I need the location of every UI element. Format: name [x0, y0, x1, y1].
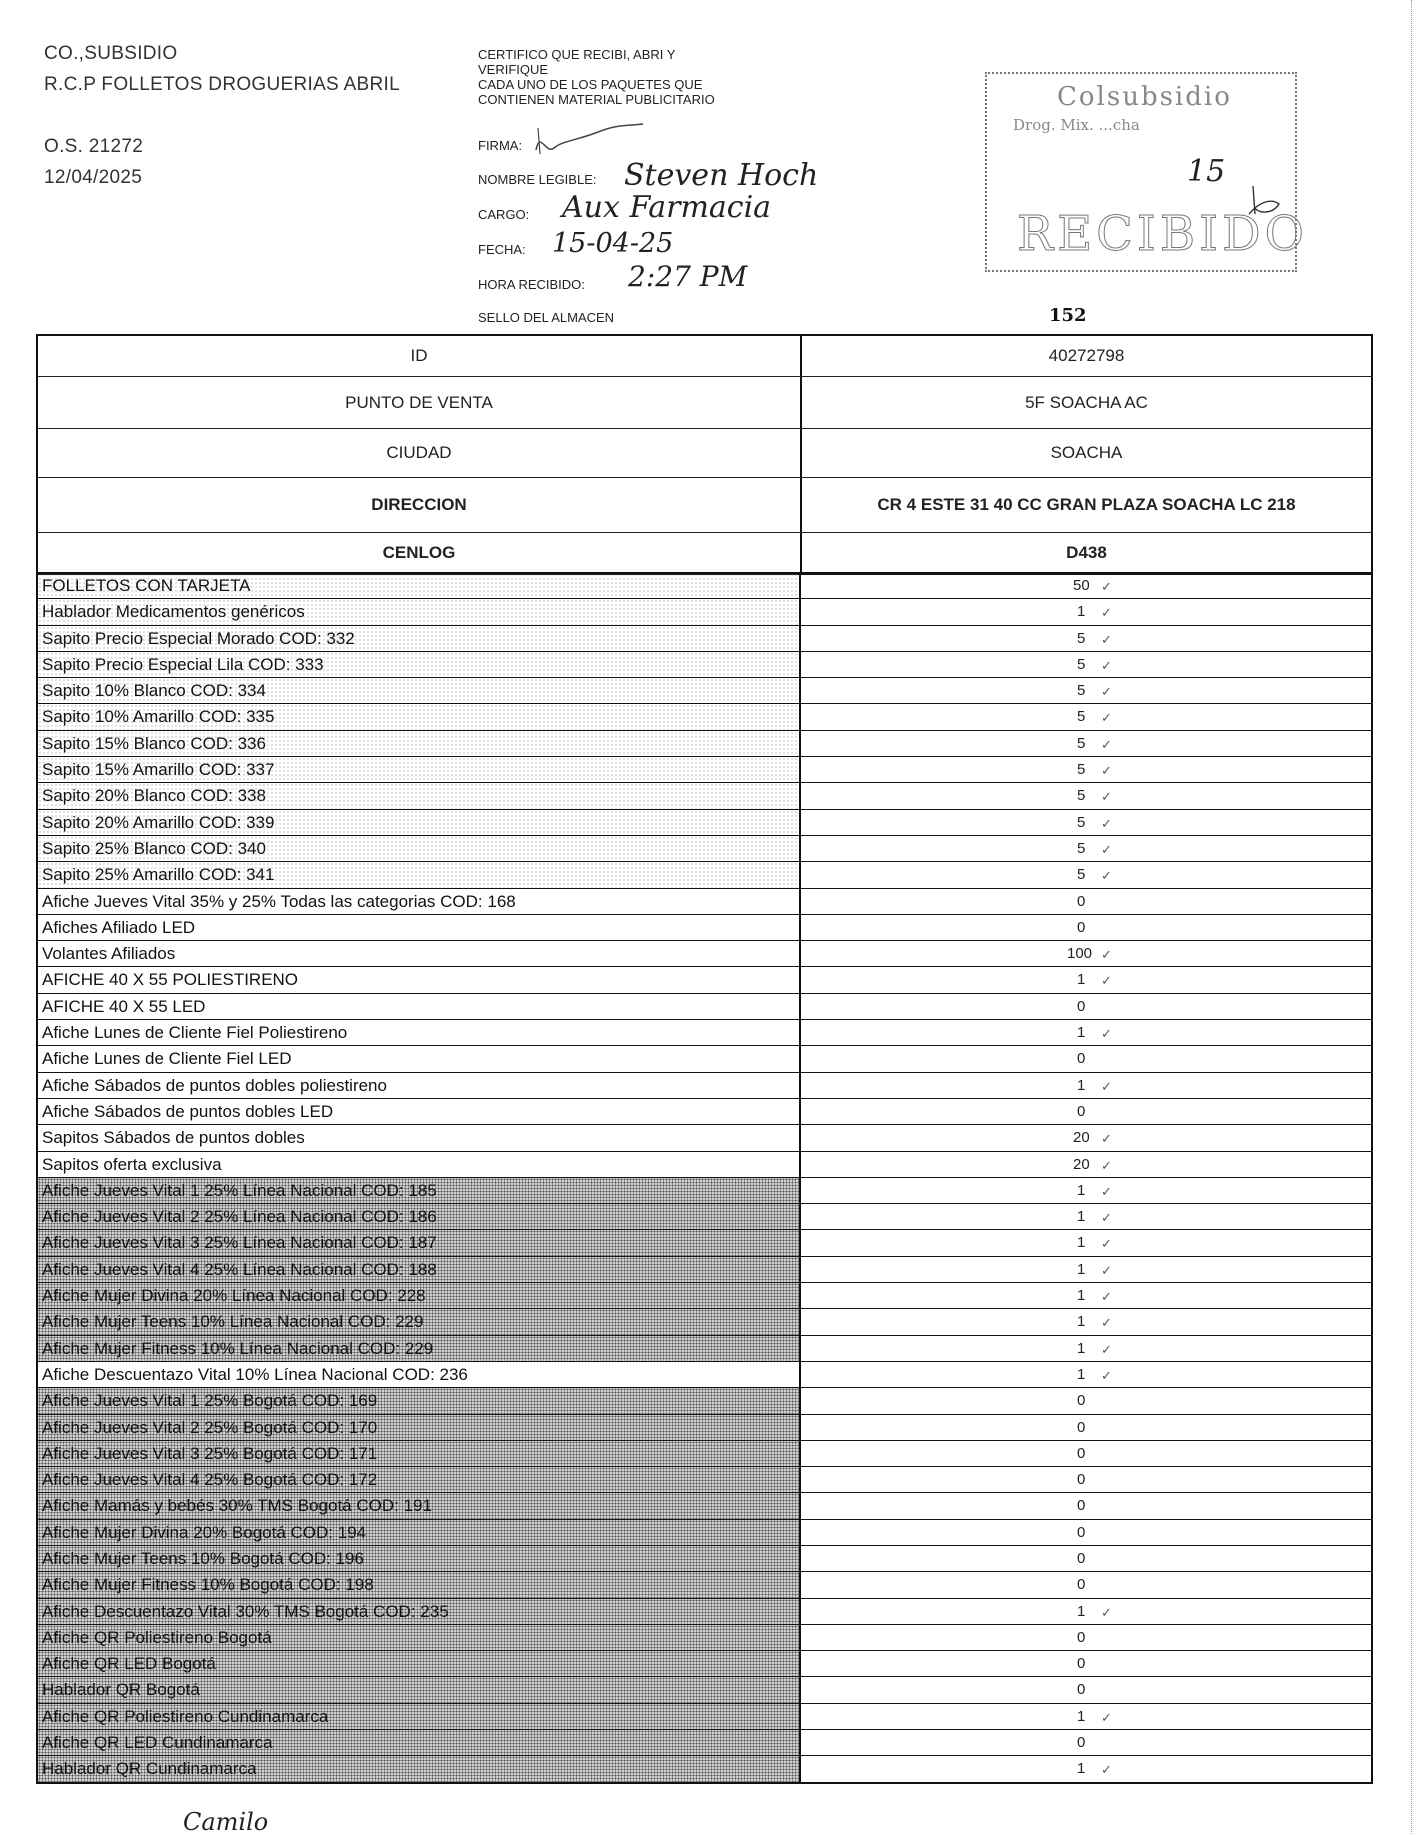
item-quantity: 1 [1077, 1707, 1086, 1725]
item-quantity: 5 [1077, 787, 1086, 805]
item-name: Sapito Precio Especial Lila COD: 333 [38, 652, 801, 677]
table-row [38, 1098, 1371, 1124]
item-name: Hablador QR Cundinamarca [38, 1756, 801, 1781]
org-name: CO.,SUBSIDIO [44, 43, 178, 64]
table-row [38, 651, 1371, 677]
item-name: Afiche Mujer Teens 10% Bogotá COD: 196 [38, 1546, 801, 1571]
table-row [38, 1624, 1371, 1650]
certificate-line: CERTIFICO QUE RECIBI, ABRI Y [478, 47, 676, 62]
table-row [38, 1466, 1371, 1492]
item-quantity: 0 [1077, 892, 1086, 910]
item-quantity: 0 [1077, 1734, 1086, 1752]
item-name: Afiche Jueves Vital 3 25% Bogotá COD: 171 [38, 1441, 801, 1466]
table-row [38, 1203, 1371, 1229]
item-quantity: 5 [1077, 655, 1086, 673]
table-row [38, 1019, 1371, 1045]
item-quantity: 5 [1077, 708, 1086, 726]
table-row [38, 1755, 1371, 1781]
item-quantity: 100 [1067, 945, 1093, 963]
item-quantity-cell [801, 626, 1371, 651]
table-row [38, 914, 1371, 940]
table-row [38, 677, 1371, 703]
item-quantity-cell [801, 652, 1371, 677]
item-quantity-cell [801, 1520, 1371, 1545]
sello-label: SELLO DEL ALMACEN [478, 310, 615, 325]
item-quantity: 1 [1077, 603, 1086, 621]
check-mark-icon: ✓ [1101, 841, 1112, 857]
item-quantity: 50 [1073, 577, 1090, 594]
item-quantity: 0 [1077, 1471, 1086, 1489]
item-name: Afiche Jueves Vital 2 25% Bogotá COD: 170 [38, 1415, 801, 1440]
item-quantity: 1 [1077, 1602, 1086, 1620]
item-quantity: 0 [1077, 1418, 1086, 1436]
item-quantity: 1 [1077, 1181, 1086, 1199]
item-quantity-cell [801, 1336, 1371, 1361]
item-quantity-cell [801, 1099, 1371, 1124]
fecha-value: 15-04-25 [552, 228, 674, 259]
table-row [38, 703, 1371, 729]
item-quantity: 1 [1077, 1260, 1086, 1278]
check-mark-icon: ✓ [1101, 579, 1112, 594]
item-name: Volantes Afiliados [38, 941, 801, 966]
info-value: D438 [1066, 543, 1107, 562]
item-quantity-cell [801, 1651, 1371, 1676]
check-mark-icon: ✓ [1101, 1262, 1112, 1278]
item-quantity: 0 [1077, 1681, 1086, 1699]
item-quantity: 1 [1077, 1313, 1086, 1331]
cargo-label: CARGO: [478, 207, 530, 222]
table-row [38, 1387, 1371, 1413]
check-mark-icon: ✓ [1101, 1709, 1112, 1725]
table-row [38, 966, 1371, 992]
item-quantity-cell [801, 836, 1371, 861]
item-name: Afiche Lunes de Cliente Fiel LED [38, 1046, 801, 1071]
table-row [38, 993, 1371, 1019]
item-quantity-cell [801, 1362, 1371, 1387]
stamp-handwritten-number: 15 [1187, 154, 1226, 189]
info-row-direccion [38, 477, 1371, 532]
check-mark-icon: ✓ [1101, 947, 1112, 963]
item-name: Afiche Jueves Vital 4 25% Línea Nacional COD: 188 [38, 1257, 801, 1282]
table-row [38, 1650, 1371, 1676]
certificate-line: CADA UNO DE LOS PAQUETES QUE [478, 77, 703, 92]
item-quantity: 0 [1077, 1444, 1086, 1462]
table-row [38, 1676, 1371, 1702]
hora-value: 2:27 PM [628, 260, 748, 293]
check-mark-icon: ✓ [1101, 973, 1112, 989]
check-mark-icon: ✓ [1101, 710, 1112, 726]
item-quantity-cell [801, 915, 1371, 940]
table-row [38, 625, 1371, 651]
table-row [38, 1282, 1371, 1308]
info-value: SOACHA [1050, 443, 1123, 462]
item-quantity-cell [801, 1677, 1371, 1702]
table-row [38, 1256, 1371, 1282]
item-quantity-cell [801, 1546, 1371, 1571]
item-quantity-cell [801, 1073, 1371, 1098]
table-row [38, 1519, 1371, 1545]
item-quantity-cell [801, 1152, 1371, 1177]
table-row [38, 598, 1371, 624]
check-mark-icon: ✓ [1101, 605, 1112, 621]
item-quantity: 0 [1077, 1392, 1086, 1410]
item-name: Afiche Descuentazo Vital 30% TMS Bogotá COD: 235 [38, 1599, 801, 1624]
item-quantity: 0 [1077, 1497, 1086, 1515]
order-date: 12/04/2025 [44, 167, 143, 188]
check-mark-icon: ✓ [1101, 1315, 1112, 1331]
table-row [38, 1229, 1371, 1255]
item-name: Afiche Jueves Vital 35% y 25% Todas las categorias COD: 168 [38, 889, 801, 914]
item-name: Afiche QR Poliestireno Bogotá [38, 1625, 801, 1650]
firma-label: FIRMA: [478, 138, 523, 153]
item-quantity-cell [801, 678, 1371, 703]
item-name: Afiche Mujer Divina 20% Bogotá COD: 194 [38, 1520, 801, 1545]
item-quantity-cell [801, 1230, 1371, 1255]
item-name: Afiche Mamás y bebés 30% TMS Bogotá COD: 191 [38, 1493, 801, 1518]
item-quantity: 1 [1077, 1024, 1086, 1042]
fecha-label: FECHA: [478, 242, 526, 257]
table-row [38, 861, 1371, 887]
info-row-punto-venta [38, 376, 1371, 428]
table-row [38, 756, 1371, 782]
item-quantity-cell [801, 1415, 1371, 1440]
info-row-id [38, 336, 1371, 376]
item-quantity-cell [801, 573, 1371, 598]
item-name: Sapito 25% Blanco COD: 340 [38, 836, 801, 861]
certificate-line: CONTIENEN MATERIAL PUBLICITARIO [478, 92, 715, 107]
item-name: Afiche Jueves Vital 3 25% Línea Nacional COD: 187 [38, 1230, 801, 1255]
table-row [38, 1545, 1371, 1571]
footer-handwriting: Camilo [183, 1808, 269, 1836]
check-mark-icon: ✓ [1101, 815, 1112, 831]
item-quantity-cell [801, 941, 1371, 966]
table-row [38, 835, 1371, 861]
item-quantity-cell [801, 1441, 1371, 1466]
item-quantity: 5 [1077, 839, 1086, 857]
item-quantity: 1 [1077, 1208, 1086, 1226]
item-quantity: 0 [1077, 1050, 1086, 1068]
table-row [38, 1571, 1371, 1597]
table-row [38, 1414, 1371, 1440]
item-name: Afiche Lunes de Cliente Fiel Poliestireno [38, 1020, 801, 1045]
info-key: DIRECCION [38, 478, 802, 532]
item-quantity: 0 [1077, 1549, 1086, 1567]
check-mark-icon: ✓ [1101, 1078, 1112, 1094]
item-name: Sapito 15% Amarillo COD: 337 [38, 757, 801, 782]
item-quantity: 5 [1077, 682, 1086, 700]
item-quantity-cell [801, 1257, 1371, 1282]
item-quantity: 1 [1077, 971, 1086, 989]
item-name: AFICHE 40 X 55 LED [38, 994, 801, 1019]
item-quantity-cell [801, 757, 1371, 782]
table-row [38, 1335, 1371, 1361]
item-name: Afiche Sábados de puntos dobles LED [38, 1099, 801, 1124]
item-quantity: 1 [1077, 1760, 1086, 1778]
table-row [38, 809, 1371, 835]
item-name: Sapito 15% Blanco COD: 336 [38, 731, 801, 756]
item-quantity-cell [801, 1178, 1371, 1203]
item-quantity: 0 [1077, 1655, 1086, 1673]
check-mark-icon: ✓ [1101, 1026, 1112, 1042]
table-row [38, 782, 1371, 808]
item-quantity: 0 [1077, 1523, 1086, 1541]
item-quantity-cell [801, 783, 1371, 808]
item-quantity-cell [801, 1046, 1371, 1071]
item-quantity: 1 [1077, 1287, 1086, 1305]
info-value: 40272798 [1048, 346, 1125, 365]
certificate-line: VERIFIQUE [478, 62, 549, 77]
item-name: Afiche QR Poliestireno Cundinamarca [38, 1704, 801, 1729]
item-quantity-cell [801, 967, 1371, 992]
item-quantity-cell [801, 1756, 1371, 1781]
check-mark-icon: ✓ [1101, 1367, 1112, 1383]
table-row [38, 1308, 1371, 1334]
item-quantity-cell [801, 1493, 1371, 1518]
item-quantity-cell [801, 1204, 1371, 1229]
item-quantity: 20 [1073, 1129, 1090, 1147]
info-key: PUNTO DE VENTA [38, 377, 802, 428]
item-quantity-cell [801, 731, 1371, 756]
item-quantity: 5 [1077, 866, 1086, 884]
item-name: Afiche QR LED Cundinamarca [38, 1730, 801, 1755]
table-row [38, 888, 1371, 914]
page-number: 152 [1049, 305, 1087, 326]
table-row [38, 1045, 1371, 1071]
cargo-value: Aux Farmacia [562, 190, 772, 225]
item-quantity-cell [801, 1020, 1371, 1045]
check-mark-icon: ✓ [1101, 1236, 1112, 1252]
item-name: Sapito 10% Amarillo COD: 335 [38, 704, 801, 729]
item-quantity: 20 [1073, 1155, 1090, 1173]
check-mark-icon: ✓ [1101, 657, 1112, 673]
item-name: Sapito 20% Amarillo COD: 339 [38, 810, 801, 835]
item-name: Afiches Afiliado LED [38, 915, 801, 940]
check-mark-icon: ✓ [1101, 1210, 1112, 1226]
check-mark-icon: ✓ [1101, 1131, 1112, 1147]
info-value: 5F SOACHA AC [1025, 392, 1148, 412]
check-mark-icon: ✓ [1101, 1183, 1112, 1199]
item-quantity-cell [801, 1704, 1371, 1729]
info-key: CENLOG [38, 533, 802, 573]
item-quantity-cell [801, 1283, 1371, 1308]
check-mark-icon: ✓ [1101, 631, 1112, 647]
item-quantity: 0 [1077, 1628, 1086, 1646]
item-name: Sapito 10% Blanco COD: 334 [38, 678, 801, 703]
item-name: Sapito Precio Especial Morado COD: 332 [38, 626, 801, 651]
item-quantity-cell [801, 810, 1371, 835]
check-mark-icon: ✓ [1101, 789, 1112, 805]
item-quantity: 0 [1077, 1102, 1086, 1120]
table-row [38, 1151, 1371, 1177]
check-mark-icon: ✓ [1101, 1157, 1112, 1173]
certificate-text [478, 47, 715, 107]
campaign-title: R.C.P FOLLETOS DROGUERIAS ABRIL [44, 74, 400, 95]
item-name: Sapito 20% Blanco COD: 338 [38, 783, 801, 808]
scan-edge-line [1411, 0, 1412, 1834]
item-quantity-cell [801, 1467, 1371, 1492]
item-quantity-cell [801, 1388, 1371, 1413]
stamp-logo: Colsubsidio [1057, 82, 1232, 112]
nombre-value: Steven Hoch [624, 158, 819, 193]
item-name: Afiche Mujer Fitness 10% Línea Nacional COD: 229 [38, 1336, 801, 1361]
info-key: ID [38, 336, 802, 376]
item-quantity-cell [801, 599, 1371, 624]
item-name: Afiche Jueves Vital 1 25% Bogotá COD: 169 [38, 1388, 801, 1413]
item-quantity-cell [801, 994, 1371, 1019]
item-name: FOLLETOS CON TARJETA [38, 573, 801, 598]
item-quantity-cell [801, 1599, 1371, 1624]
item-quantity: 1 [1077, 1076, 1086, 1094]
item-quantity: 1 [1077, 1365, 1086, 1383]
item-quantity: 1 [1077, 1234, 1086, 1252]
table-row [38, 1703, 1371, 1729]
item-quantity-cell [801, 1625, 1371, 1650]
materials-table [36, 572, 1373, 1784]
store-info-table [36, 334, 1373, 575]
table-row [38, 1072, 1371, 1098]
item-quantity-cell [801, 889, 1371, 914]
item-quantity: 0 [1077, 918, 1086, 936]
item-quantity: 0 [1077, 997, 1086, 1015]
check-mark-icon: ✓ [1101, 736, 1112, 752]
item-quantity: 1 [1077, 1339, 1086, 1357]
item-name: Hablador Medicamentos genéricos [38, 599, 801, 624]
item-quantity: 5 [1077, 761, 1086, 779]
info-row-ciudad [38, 428, 1371, 477]
item-quantity: 5 [1077, 629, 1086, 647]
check-mark-icon: ✓ [1101, 1289, 1112, 1305]
item-name: Sapitos oferta exclusiva [38, 1152, 801, 1177]
item-quantity-cell [801, 1309, 1371, 1334]
table-row [38, 1177, 1371, 1203]
hora-label: HORA RECIBIDO: [478, 277, 585, 292]
item-name: Afiche Mujer Divina 20% Línea Nacional COD: 228 [38, 1283, 801, 1308]
received-stamp [985, 72, 1308, 272]
table-row [38, 1124, 1371, 1150]
stamp-recibido: RECIBIDO [1017, 206, 1308, 262]
item-name: Afiche Jueves Vital 2 25% Línea Nacional COD: 186 [38, 1204, 801, 1229]
table-row [38, 1598, 1371, 1624]
item-quantity-cell [801, 862, 1371, 887]
table-row [38, 1440, 1371, 1466]
check-mark-icon: ✓ [1101, 1341, 1112, 1357]
item-quantity-cell [801, 1125, 1371, 1150]
nombre-label: NOMBRE LEGIBLE: [478, 172, 597, 187]
item-name: Afiche QR LED Bogotá [38, 1651, 801, 1676]
signature-mark [528, 120, 648, 160]
check-mark-icon: ✓ [1101, 763, 1112, 779]
stamp-initials [1245, 184, 1285, 224]
item-name: Afiche Descuentazo Vital 10% Línea Nacional COD: 236 [38, 1362, 801, 1387]
table-row [38, 573, 1371, 598]
item-name: Afiche Mujer Fitness 10% Bogotá COD: 198 [38, 1572, 801, 1597]
item-name: Afiche Sábados de puntos dobles poliestireno [38, 1073, 801, 1098]
item-quantity: 5 [1077, 734, 1086, 752]
item-name: Afiche Jueves Vital 4 25% Bogotá COD: 172 [38, 1467, 801, 1492]
item-quantity-cell [801, 1572, 1371, 1597]
item-quantity-cell [801, 1730, 1371, 1755]
info-value: CR 4 ESTE 31 40 CC GRAN PLAZA SOACHA LC 218 [877, 495, 1296, 514]
order-number: O.S. 21272 [44, 136, 144, 157]
item-name: Afiche Jueves Vital 1 25% Línea Nacional COD: 185 [38, 1178, 801, 1203]
table-row [38, 940, 1371, 966]
table-row [38, 1361, 1371, 1387]
item-name: Afiche Mujer Teens 10% Línea Nacional COD: 229 [38, 1309, 801, 1334]
item-name: Sapitos Sábados de puntos dobles [38, 1125, 801, 1150]
check-mark-icon: ✓ [1101, 1604, 1112, 1620]
info-key: CIUDAD [38, 429, 802, 477]
item-name: Sapito 25% Amarillo COD: 341 [38, 862, 801, 887]
table-row [38, 1729, 1371, 1755]
check-mark-icon: ✓ [1101, 684, 1112, 700]
info-row-cenlog [38, 532, 1371, 573]
check-mark-icon: ✓ [1101, 868, 1112, 884]
item-quantity: 5 [1077, 813, 1086, 831]
table-row [38, 730, 1371, 756]
check-mark-icon: ✓ [1101, 1762, 1112, 1778]
item-name: AFICHE 40 X 55 POLIESTIRENO [38, 967, 801, 992]
stamp-subtitle: Drog. Mix. ...cha [1013, 116, 1140, 134]
item-quantity-cell [801, 704, 1371, 729]
item-quantity: 0 [1077, 1576, 1086, 1594]
table-row [38, 1492, 1371, 1518]
item-name: Hablador QR Bogotá [38, 1677, 801, 1702]
